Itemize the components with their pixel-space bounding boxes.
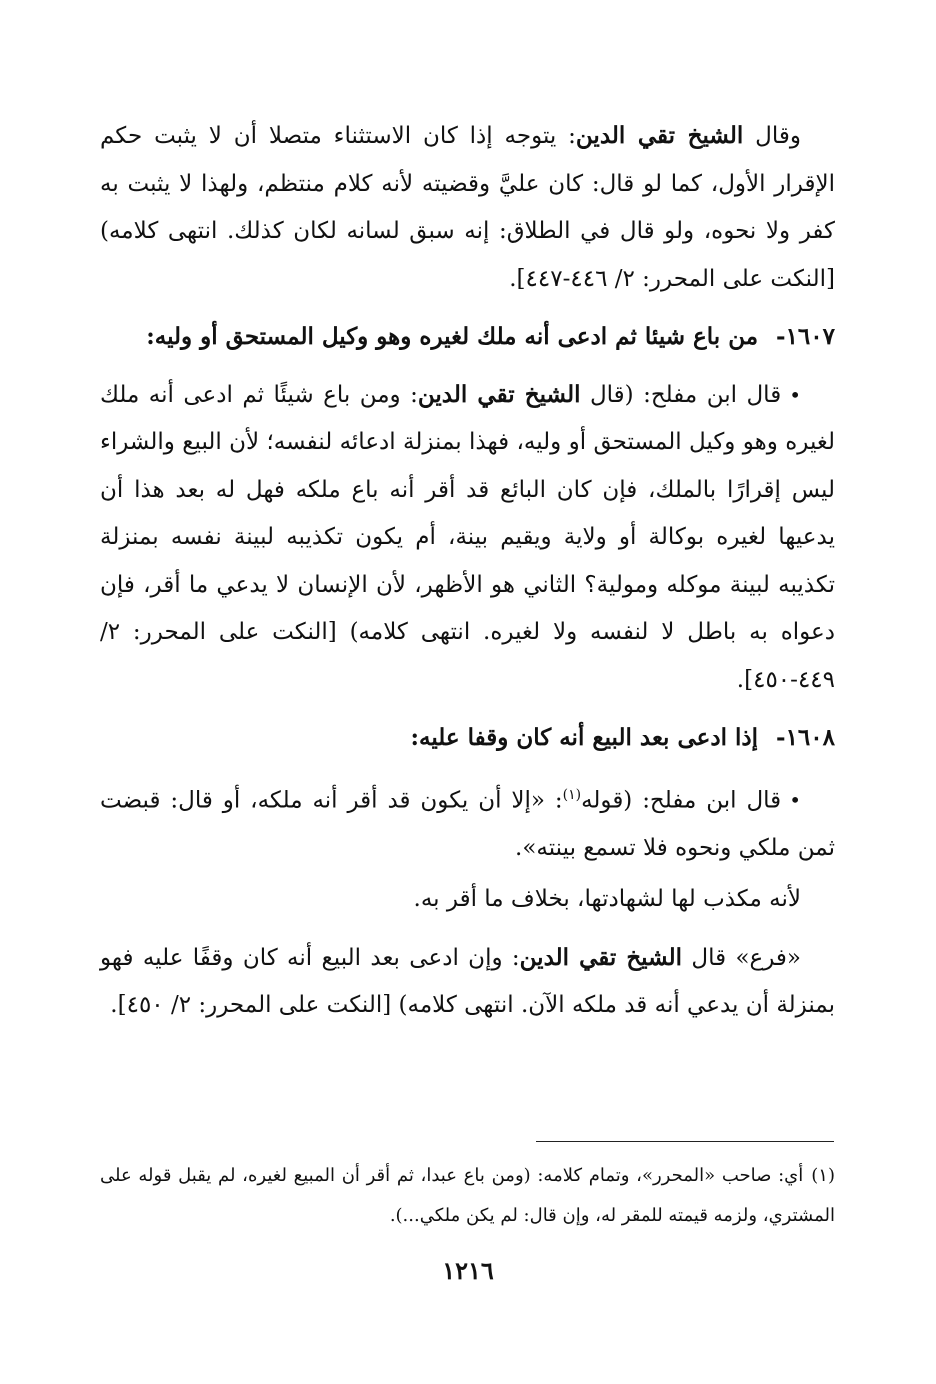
section-number: ١٦٠٧- [776, 323, 835, 350]
paragraph-3-lead: قال ابن مفلح: (قوله [581, 787, 782, 814]
paragraph-3 [100, 772, 835, 873]
footnote-text: أي: صاحب «المحرر»، وتمام كلامه: (ومن باع عبدا، ثم أقر أن المبيع لغيره، لم يقبل قوله على المشتري، ولزمه قيمته للمقر له، وإن قال: لم يكن ملكي...). [100, 1165, 835, 1226]
paragraph-2-lead: قال ابن مفلح: (قال [580, 381, 782, 408]
footnote-reference[interactable]: (١) [562, 786, 582, 803]
section-title: إذا ادعى بعد البيع أنه كان وقفا عليه: [410, 724, 759, 751]
paragraph-4-text: لأنه مكذب لها لشهادتها، بخلاف ما أقر به. [413, 886, 801, 913]
section-number: ١٦٠٨- [776, 724, 835, 751]
paragraph-1-text: : يتوجه إذا كان الاستثناء متصلا أن لا يثبت حكم الإقرار الأول، كما لو قال: كان عليَّ وقضيته لأنه كلام منتظم، ولهذا لا يثبت به كفر ولا نحوه، ولو قال في الطلاق: إنه سبق لسانه لكان كذلك. انتهى كلامه) [النكت على المحرر: ٢/ ٤٤٦-٤٤٧]. [100, 123, 835, 292]
footnote-divider [536, 1141, 834, 1142]
speaker-name: الشيخ تقي الدين [575, 122, 744, 149]
speaker-name: الشيخ تقي الدين [519, 943, 683, 971]
paragraph-5-lead: «فرع» قال [682, 944, 802, 971]
section-heading-1607 [100, 313, 835, 361]
footnote [100, 1156, 835, 1236]
paragraph-5-text: : وإن ادعى بعد البيع أنه كان وقفًا عليه فهو بمنزلة أن يدعي أنه قد ملكه الآن. انتهى كلامه) [النكت على المحرر: ٢/ ٤٥٠]. [100, 944, 835, 1019]
paragraph-5 [100, 934, 835, 1030]
main-text [100, 112, 835, 1030]
paragraph-1-lead: وقال [743, 123, 801, 149]
footnote-marker: (١) [811, 1165, 835, 1186]
page-number: ١٢١٦ [442, 1256, 494, 1285]
paragraph-4 [100, 876, 835, 924]
paragraph-2-text: : ومن باع شيئًا ثم ادعى أنه ملك لغيره وهو وكيل المستحق أو وليه، فهذا بمنزلة ادعائه لنفسه؛ لأن البيع والشراء ليس إقرارًا بالملك، فإن كان البائع قد أقر أنه باع ملكه فهل له بعد هذا أن يدعيها لغيره بوكالة أو ولاية ويقيم بينة، أم يكون تكذيبه لبينة نفسه بمنزلة تكذيبه لبينة موكله ومولية؟ الثاني هو الأظهر، لأن الإنسان لا يدعي ما أقر، فإن دعواه به باطل لا لنفسه ولا لغيره. انتهى كلامه) [النكت على المحرر: ٢/ ٤٤٩-٤٥٠]. [100, 381, 835, 693]
paragraph-2 [100, 371, 835, 705]
speaker-name: الشيخ تقي الدين [417, 380, 581, 408]
section-title: من باع شيئا ثم ادعى أنه ملك لغيره وهو وكيل المستحق أو وليه: [146, 323, 759, 350]
section-heading-1608 [100, 714, 835, 762]
paragraph-1 [100, 112, 835, 303]
paragraph-3-text: : «إلا أن يكون قد أقر أنه ملكه، أو قال: قبضت ثمن ملكي ونحوه فلا تسمع بينته». [100, 787, 835, 861]
footnote-paragraph [100, 1156, 835, 1236]
bullet-icon: • [789, 382, 801, 407]
bullet-icon: • [789, 788, 801, 813]
